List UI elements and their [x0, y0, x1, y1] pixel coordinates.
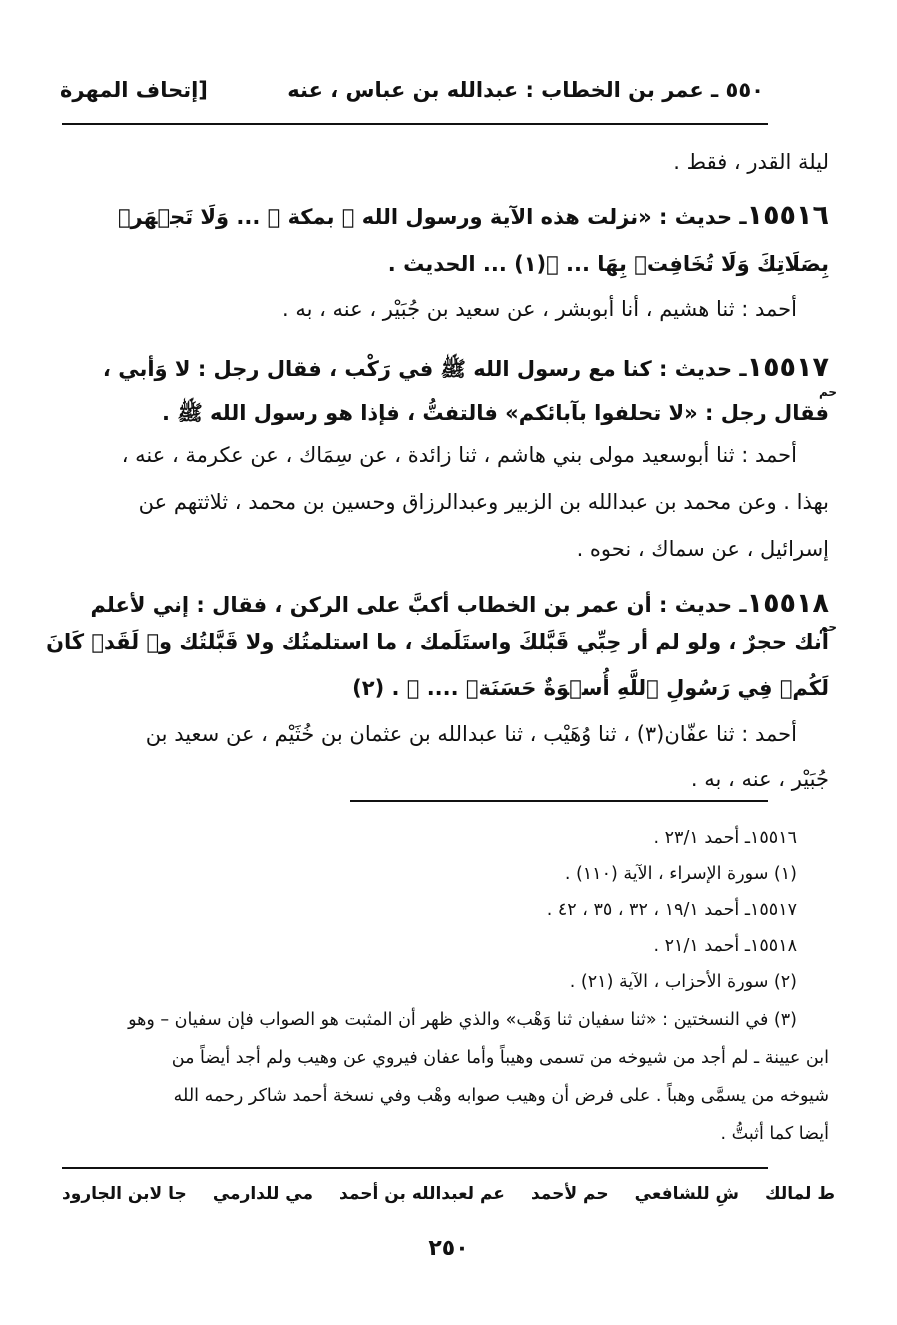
footnote-1: (١) سورة الإسراء ، الآية (١١٠) . — [564, 864, 797, 884]
hadith-15517-line1 — [62, 352, 829, 387]
footnote-ref-15517: ١٥٥١٧ـ أحمد ١٩/١ ، ٣٢ ، ٣٥ ، ٤٢ . — [546, 900, 797, 920]
legend-item: حم لأحمد — [530, 1184, 609, 1204]
legend-item: جا لابن الجارود — [62, 1184, 187, 1204]
footnote-ref-15518: ١٥٥١٨ـ أحمد ٢١/١ . — [653, 936, 797, 956]
hadith-15517-line2: فقال رجل : «لا تحلفوا بآبائكم» فالتفتُّ ، فإذا هو رسول الله ﷺ . — [162, 401, 829, 425]
hadith-15517-isnad2: بهذا . وعن محمد بن عبدالله بن الزبير وعبدالرزاق وحسين بن محمد ، ثلاثتهم عن — [138, 490, 829, 514]
hadith-15517-isnad3: إسرائيل ، عن سماك ، نحوه . — [576, 537, 829, 561]
header-rule — [62, 123, 768, 125]
hadith-15516-line2: بِصَلَاتِكَ وَلَا تُخَافِتۡ بِهَا ... ﴾(١) ... الحديث . — [387, 252, 829, 276]
legend-item: شِ للشافعي — [634, 1184, 739, 1204]
hadith-15518-isnad1: أحمد : ثنا عفّان(٣) ، ثنا وُهَيْب ، ثنا عبدالله بن عثمان بن خُثَيْم ، عن سعيد بن — [145, 722, 797, 746]
hadith-15518-isnad2: جُبَيْر ، عنه ، به . — [690, 767, 829, 791]
source-legend — [62, 1184, 835, 1204]
running-header-title: ٥٥٠ ـ عمر بن الخطاب : عبدالله بن عباس ، عنه — [287, 78, 764, 102]
hadith-15516-isnad: أحمد : ثنا هشيم ، أنا أبوبشر ، عن سعيد بن جُبَيْر ، عنه ، به . — [281, 297, 797, 321]
legend-item: ط لمالك — [765, 1184, 835, 1204]
continuation-text: ليلة القدر ، فقط . — [673, 150, 829, 174]
hadith-15516-line1 — [62, 200, 829, 231]
page-number: ٢٥٠ — [428, 1236, 469, 1261]
footnote-3-line3: شيوخه من يسمَّى وهباً . على فرض أن وهيب صوابه وهْب وفي نسخة أحمد شاكر رحمه الله — [173, 1086, 829, 1106]
legend-item: مي للدارمي — [212, 1184, 313, 1204]
hadith-text: ـ حديث : أن عمر بن الخطاب أكبَّ على الركن ، فقال : إني لأعلم — [90, 593, 747, 617]
legend-rule — [62, 1167, 768, 1169]
running-header-book: [إتحاف المهرة — [60, 78, 208, 102]
legend-item: عم لعبدالله بن أحمد — [339, 1184, 505, 1204]
hadith-15518-line2: أنك حجرٌ ، ولو لم أر حِبِّي قَبَّلكَ واستَلَمك ، ما استلمتُك ولا قَبَّلتُك و﴿ لَقَدۡ كَانَ — [46, 630, 829, 654]
footnote-3-line1: (٣) في النسختين : «ثنا سفيان ثنا وَهْب» والذي ظهر أن المثبت هو الصواب فإن سفيان – وهو — [128, 1010, 797, 1030]
hadith-text: ـ حديث : كنا مع رسول الله ﷺ في رَكْب ، فقال رجل : لا وَأبي ، — [102, 357, 747, 381]
hadith-text: ـ حديث : «نزلت هذه الآية ورسول الله ﷺ بمكة ﴿ ... وَلَا تَجۡهَرۡ — [117, 205, 747, 229]
hadith-15518-line3: لَكُمۡ فِي رَسُولِ ٱللَّهِ أُسۡوَةٌ حَسَنَةٞ .... ﴾ . (٢) — [352, 676, 829, 700]
hadith-number: ١٥٥١٦ — [746, 200, 829, 231]
hadith-15517-isnad1: أحمد : ثنا أبوسعيد مولى بني هاشم ، ثنا زائدة ، عن سِمَاك ، عن عكرمة ، عنه ، — [121, 443, 797, 467]
source-mark: حم — [818, 385, 837, 399]
footnote-2: (٢) سورة الأحزاب ، الآية (٢١) . — [569, 972, 797, 992]
footnote-3-line4: أيضا كما أثبتُّ . — [720, 1124, 829, 1144]
hadith-15518-line1 — [62, 588, 829, 619]
footnote-ref-15516: ١٥٥١٦ـ أحمد ٢٣/١ . — [653, 828, 797, 848]
footnote-rule — [350, 800, 768, 802]
footnote-3-line2: ابن عيينة ـ لم أجد من شيوخه من تسمى وهيباً وأما عفان فيروي عن وهيب ولم أجد أيضاً من — [171, 1048, 829, 1068]
hadith-number: ١٥٥١٧ — [746, 352, 829, 383]
source-mark: حم — [818, 620, 837, 634]
hadith-number: ١٥٥١٨ — [746, 588, 829, 619]
